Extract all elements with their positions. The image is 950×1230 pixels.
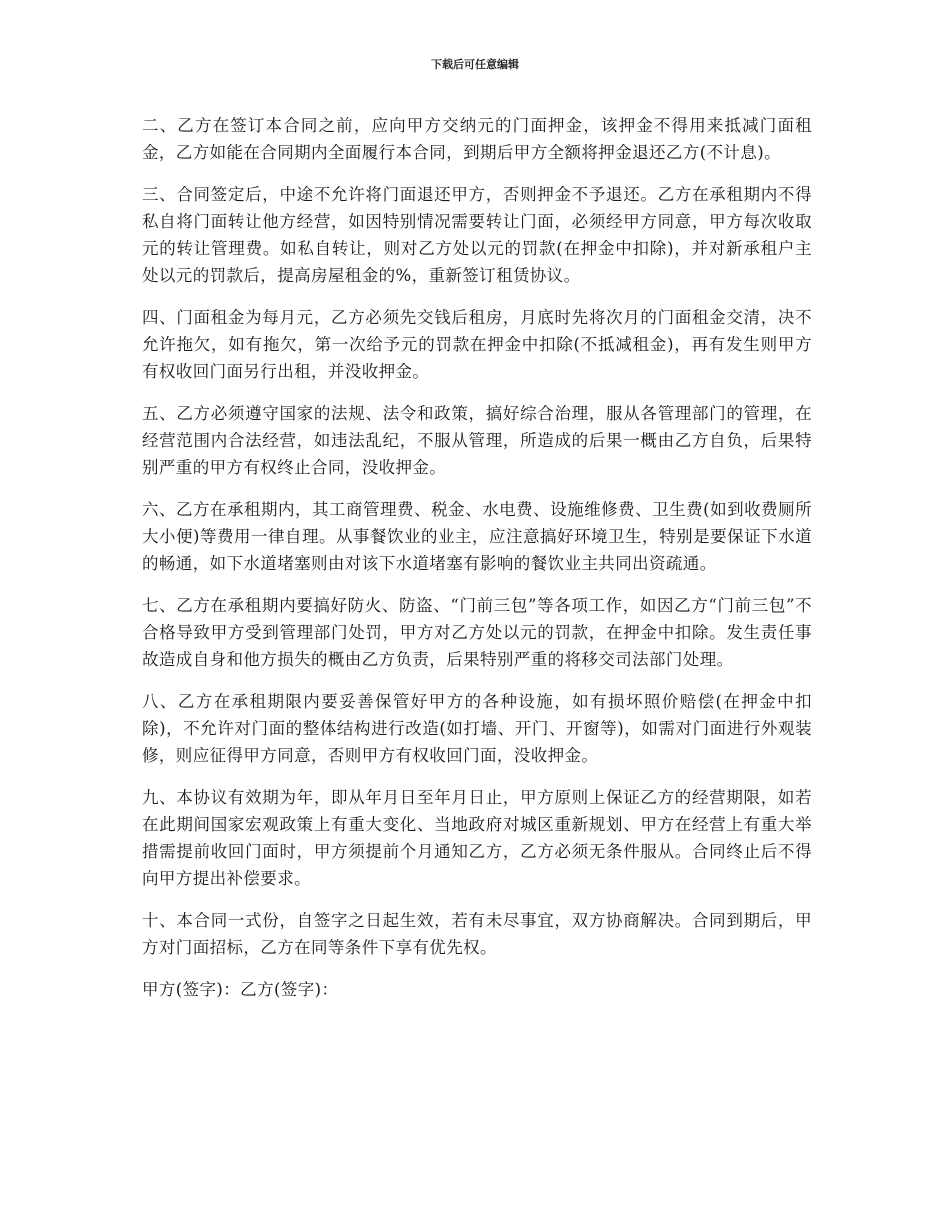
signature-line: 甲方(签字)：乙方(签字)： [142,980,339,999]
clause-4: 四、门面租金为每月元，乙方必须先交钱后租房，月底时先将次月的门面租金交清，决不允许拖欠，如有拖欠，第一次给予元的罚款在押金中扣除(不抵减租金)，再有发生则甲方有权收回门面另行出租，并没收押金。 [142,308,812,381]
clause-8: 八、乙方在承租期限内要妥善保管好甲方的各种设施，如有损坏照价赔偿(在押金中扣除)，不允许对门面的整体结构进行改造(如打墙、开门、开窗等)，如需对门面进行外观装修，则应征得甲方同意，否则甲方有权收回门面，没收押金。 [142,692,812,765]
clause-2: 二、乙方在签订本合同之前，应向甲方交纳元的门面押金，该押金不得用来抵减门面租金，乙方如能在合同期内全面履行本合同，到期后甲方全额将押金退还乙方(不计息)。 [142,116,812,162]
clause-6: 六、乙方在承租期内，其工商管理费、税金、水电费、设施维修费、卫生费(如到收费厕所大小便)等费用一律自理。从事餐饮业的业主，应注意搞好环境卫生，特别是要保证下水道的畅通，如下水道堵塞则由对该下水道堵塞有影响的餐饮业主共同出资疏通。 [142,500,812,573]
clause-7: 七、乙方在承租期内要搞好防火、防盗、“门前三包”等各项工作，如因乙方“门前三包”不合格导致甲方受到管理部门处罚，甲方对乙方处以元的罚款，在押金中扣除。发生责任事故造成自身和他方损失的概由乙方负责，后果特别严重的将移交司法部门处理。 [142,596,812,669]
clause-10: 十、本合同一式份，自签字之日起生效，若有未尽事宜，双方协商解决。合同到期后，甲方对门面招标，乙方在同等条件下享有优先权。 [142,911,812,957]
clause-9: 九、本协议有效期为年，即从年月日至年月日止，甲方原则上保证乙方的经营期限，如若在此期间国家宏观政策上有重大变化、当地政府对城区重新规划、甲方在经营上有重大举措需提前收回门面时，甲方须提前个月通知乙方，乙方必须无条件服从。合同终止后不得向甲方提出补偿要求。 [142,788,812,888]
clause-3: 三、合同签定后，中途不允许将门面退还甲方，否则押金不予退还。乙方在承租期内不得私自将门面转让他方经营，如因特别情况需要转让门面，必须经甲方同意，甲方每次收取元的转让管理费。如私自转让，则对乙方处以元的罚款(在押金中扣除)，并对新承租户主处以元的罚款后，提高房屋租金的%，重新签订租赁协议。 [142,185,812,285]
page-header: 下载后可任意编辑 [431,58,519,71]
contract-body [142,112,812,1003]
clause-5: 五、乙方必须遵守国家的法规、法令和政策，搞好综合治理，服从各管理部门的管理，在经营范围内合法经营，如违法乱纪，不服从管理，所造成的后果一概由乙方自负，后果特别严重的甲方有权终止合同，没收押金。 [142,404,812,477]
